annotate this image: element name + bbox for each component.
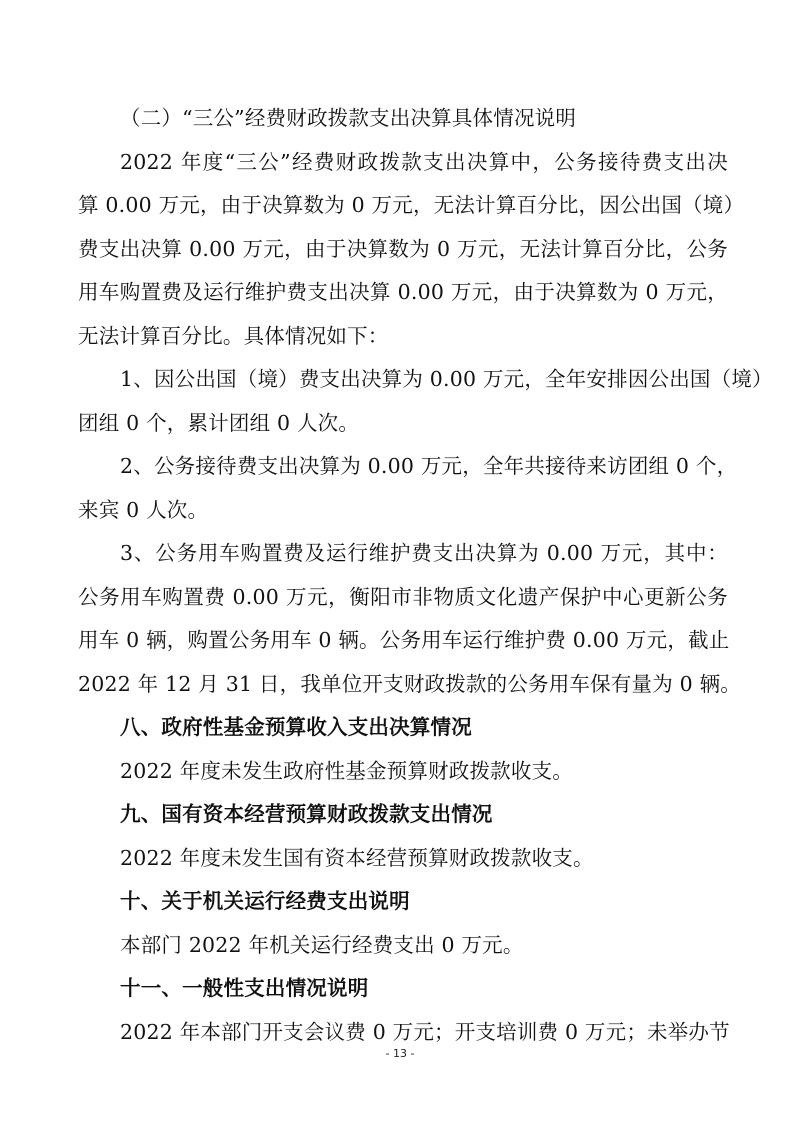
paragraph-line: 2022 年 12 月 31 日，我单位开支财政拨款的公务用车保有量为 0 辆。 <box>78 672 741 696</box>
paragraph-line: 1、因公出国（境）费支出决算为 0.00 万元，全年安排因公出国（境） <box>120 367 773 391</box>
paragraph-line: 算 0.00 万元，由于决算数为 0 万元，无法计算百分比，因公出国（境） <box>78 193 745 217</box>
paragraph-line: 2022 年度“三公”经费财政拨款支出决算中，公务接待费支出决 <box>120 150 728 174</box>
paragraph-line: 2、公务接待费支出决算为 0.00 万元，全年共接待来访团组 0 个， <box>120 454 738 478</box>
paragraph-line: 本部门 2022 年机关运行经费支出 0 万元。 <box>120 933 524 957</box>
paragraph-line: 2022 年本部门开支会议费 0 万元；开支培训费 0 万元；未举办节 <box>120 1020 730 1044</box>
paragraph-line: 用车购置费及运行维护费支出决算 0.00 万元，由于决算数为 0 万元， <box>78 280 728 304</box>
paragraph-line: 来宾 0 人次。 <box>78 498 209 522</box>
paragraph-line: 2022 年度未发生国有资本经营预算财政拨款收支。 <box>120 846 594 870</box>
paragraph-line: 用车 0 辆，购置公务用车 0 辆。公务用车运行维护费 0.00 万元，截止 <box>78 628 730 652</box>
section-heading-8: 八、政府性基金预算收入支出决算情况 <box>120 715 472 739</box>
paragraph-line: 无法计算百分比。具体情况如下： <box>78 324 389 348</box>
paragraph-line: 3、公务用车购置费及运行维护费支出决算为 0.00 万元，其中： <box>120 541 728 565</box>
page-number: - 13 - <box>385 1047 415 1060</box>
paragraph-line: 2022 年度未发生政府性基金预算财政拨款收支。 <box>120 759 573 783</box>
section-heading-9: 九、国有资本经营预算财政拨款支出情况 <box>120 802 493 826</box>
section-heading-11: 十一、一般性支出情况说明 <box>120 976 369 1000</box>
paragraph-line: 团组 0 个，累计团组 0 人次。 <box>78 411 360 435</box>
paragraph-line: 费支出决算 0.00 万元，由于决算数为 0 万元，无法计算百分比，公务 <box>78 237 728 261</box>
section-heading: （二）“三公”经费财政拨款支出决算具体情况说明 <box>120 106 577 130</box>
paragraph-line: 公务用车购置费 0.00 万元，衡阳市非物质文化遗产保护中心更新公务 <box>78 585 728 609</box>
section-heading-10: 十、关于机关运行经费支出说明 <box>120 889 410 913</box>
